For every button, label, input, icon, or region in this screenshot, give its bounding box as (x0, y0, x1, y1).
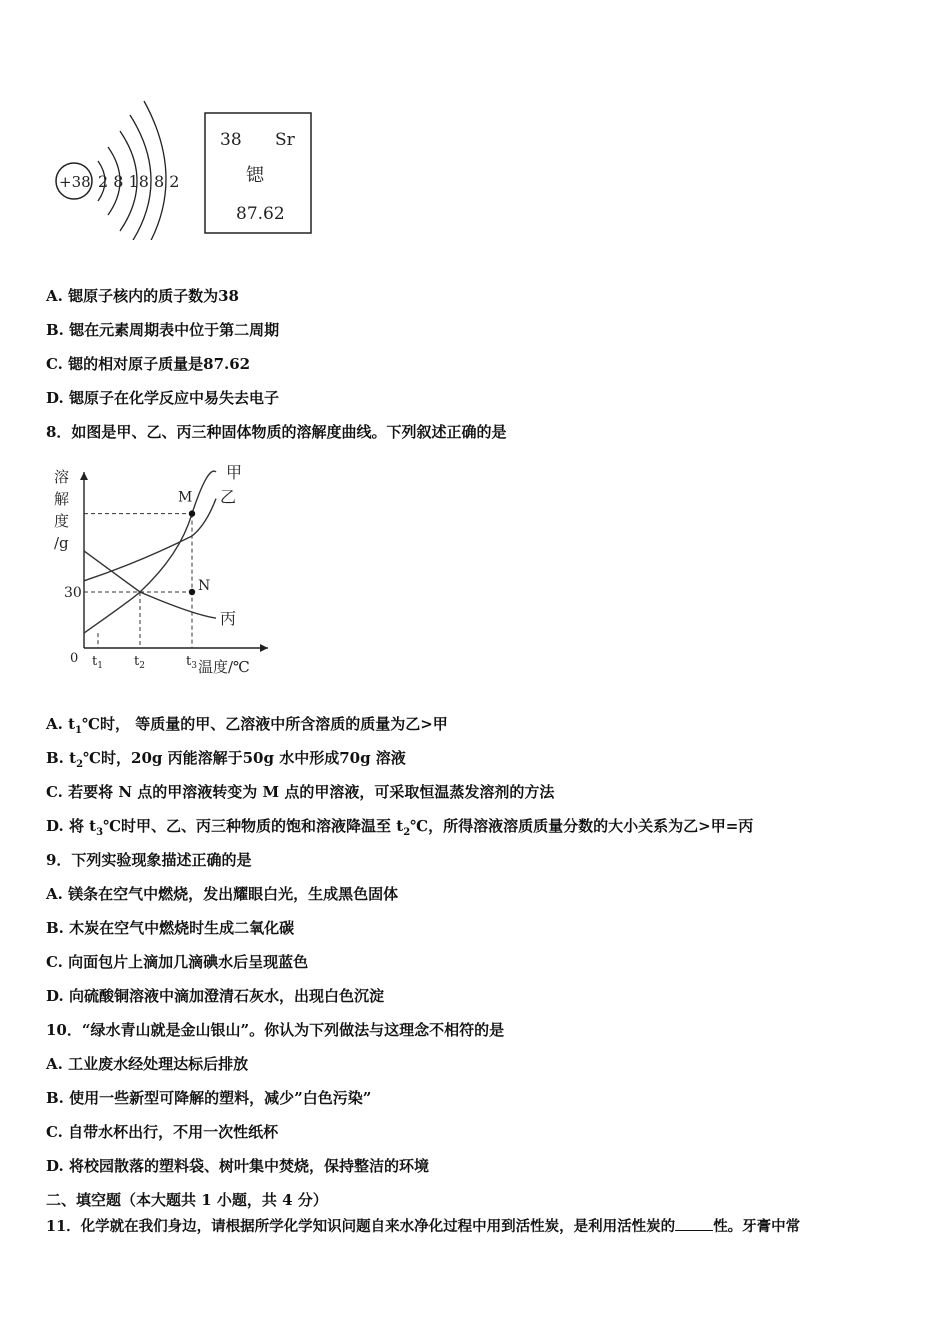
shell-arc-5 (144, 101, 166, 240)
q8-stem: 8．如图是甲、乙、丙三种固体物质的溶解度曲线。下列叙述正确的是 (46, 423, 507, 441)
y-axis-label: 解 (54, 490, 70, 508)
q10-stem: 10．“绿水青山就是金山银山”。你认为下列做法与这理念不相符的是 (46, 1021, 505, 1039)
x-tick-t2: $t_2$ (134, 654, 145, 671)
atom-structure-figure (50, 95, 320, 240)
y-tick-30: 30 (64, 585, 82, 601)
point-n (189, 589, 195, 595)
q10-option-a: A. 工业废水经处理达标后排放 (46, 1055, 249, 1073)
q9-option-b: B. 木炭在空气中燃烧时生成二氧化碳 (46, 919, 295, 937)
q7-option-b: B. 锶在元素周期表中位于第二周期 (46, 321, 280, 339)
q9-stem: 9．下列实验现象描述正确的是 (46, 851, 252, 869)
q10-option-d: D. 将校园散落的塑料袋、树叶集中焚烧，保持整洁的环境 (46, 1157, 429, 1175)
q8-option-c: C. 若要将 N 点的甲溶液转变为 M 点的甲溶液，可采取恒温蒸发溶剂的方法 (46, 783, 555, 801)
element-name: 锶 (246, 165, 264, 186)
y-axis-label: 溶 (54, 468, 70, 486)
q8-option-b: B. $t_2℃$时，20g 丙能溶解于50g 水中形成70g 溶液 (46, 749, 406, 770)
q8-option-d: D. 将 $t_3℃$时甲、乙、丙三种物质的饱和溶液降温至 $t_2℃$，所得溶液溶质质量分数的大小关系为乙>甲=丙 (46, 817, 754, 838)
origin-label: 0 (70, 651, 79, 666)
curve-yi (84, 499, 216, 581)
x-axis-arrow (260, 644, 268, 652)
nucleus-label: +38 (59, 173, 91, 191)
y-axis-label: 度 (54, 512, 70, 530)
point-n-label: N (198, 578, 211, 594)
curve-bing (84, 551, 216, 618)
x-tick-t1: $t_1$ (92, 654, 103, 671)
q11-text: 11．化学就在我们身边，请根据所学化学知识问题自来水净化过程中用到活性炭，是利用活性炭的 性。牙膏中常 (46, 1218, 801, 1235)
section-heading: 二、填空题（本大题共 1 小题，共 4 分） (46, 1191, 328, 1209)
series-label-jia: 甲 (226, 463, 243, 482)
series-label-bing: 丙 (220, 609, 237, 629)
q10-option-c: C. 自带水杯出行，不用一次性纸杯 (46, 1123, 279, 1141)
series-label-yi: 乙 (220, 487, 237, 507)
solubility-chart (48, 460, 278, 680)
q9-option-a: A. 镁条在空气中燃烧，发出耀眼白光，生成黑色固体 (46, 885, 399, 903)
curve-jia (84, 471, 216, 633)
q7-option-d: D. 锶原子在化学反应中易失去电子 (46, 389, 279, 407)
q8-option-a: A. $t_1℃$时， 等质量的甲、乙溶液中所含溶质的质量为乙>甲 (46, 715, 448, 736)
q7-option-c: C. 锶的相对原子质量是87.62 (46, 355, 251, 373)
point-m (189, 510, 195, 516)
x-axis-label: 温度/℃ (198, 658, 250, 676)
x-tick-t3: $t_3$ (186, 654, 197, 671)
q10-option-b: B. 使用一些新型可降解的塑料，减少”白色污染” (46, 1089, 372, 1107)
q9-option-c: C. 向面包片上滴加几滴碘水后呈现蓝色 (46, 953, 309, 971)
element-number: 38 (220, 130, 242, 150)
y-axis-arrow (80, 472, 88, 480)
q9-option-d: D. 向硫酸铜溶液中滴加澄清石灰水，出现白色沉淀 (46, 987, 384, 1005)
element-mass: 87.62 (236, 204, 285, 224)
answer-blank[interactable] (675, 1216, 713, 1231)
y-axis-label: /g (54, 534, 69, 552)
element-symbol: Sr (275, 130, 295, 150)
shell-electrons: 2 8 18 8 2 (98, 172, 180, 191)
q7-option-a: A. 锶原子核内的质子数为38 (46, 287, 239, 305)
point-m-label: M (178, 489, 193, 506)
